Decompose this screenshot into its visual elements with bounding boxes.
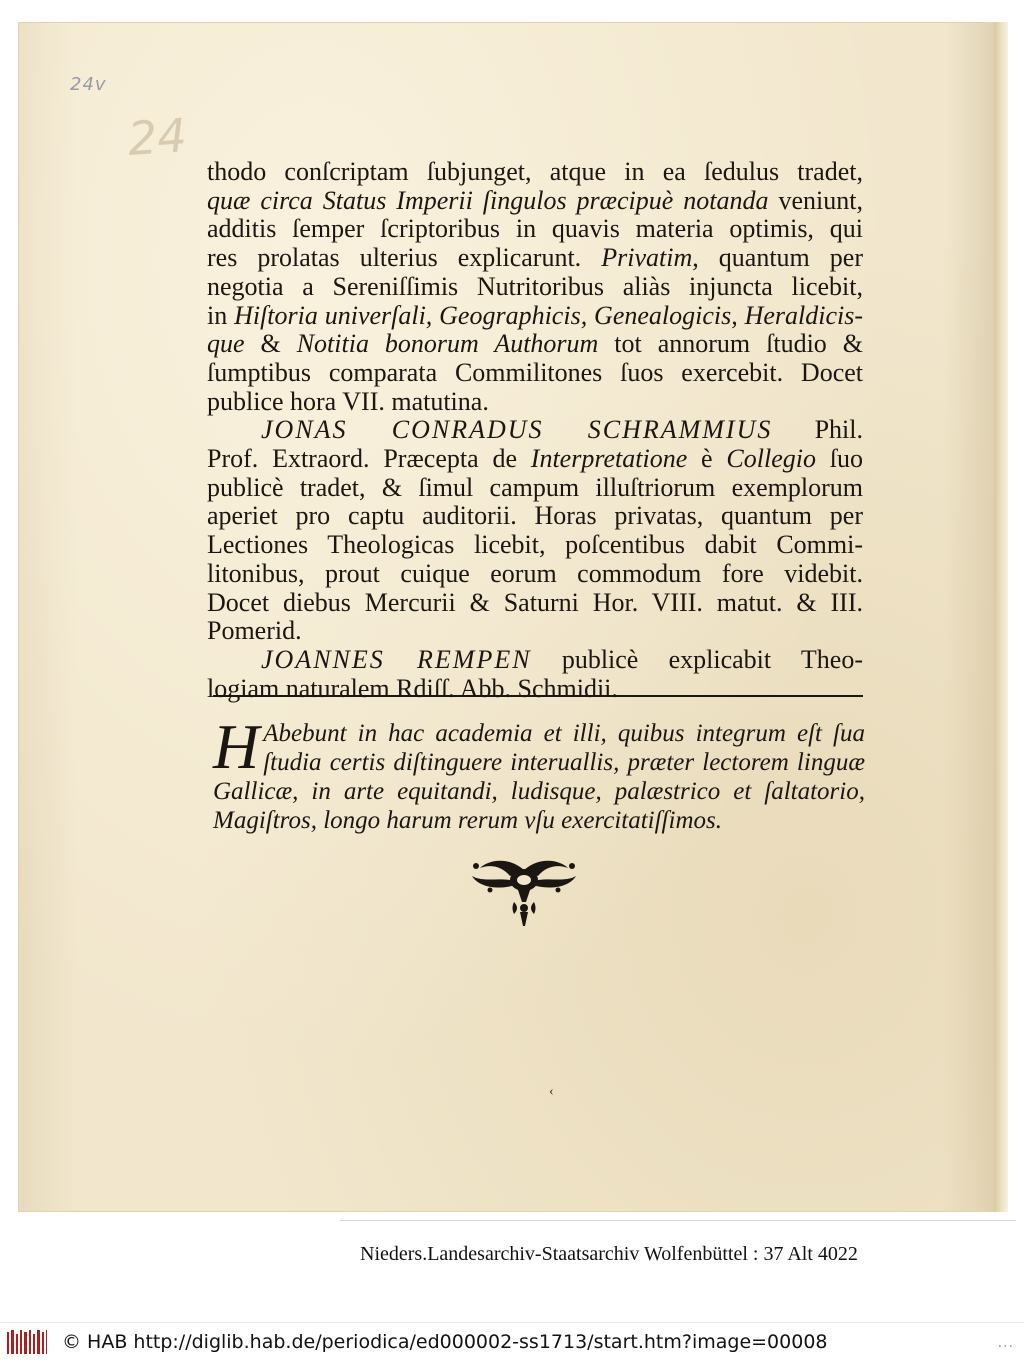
text-run: ſuo xyxy=(815,444,863,474)
text-run: Interpretatione xyxy=(530,444,688,474)
text-run: thodo conſcriptam ſubjunget, atque in ea ſedulus tradet, xyxy=(207,157,863,186)
body-line xyxy=(207,589,863,618)
professor-name: JONAS CONRADUS SCHRAMMIUS xyxy=(261,415,773,445)
copyright-link[interactable]: © HAB http://diglib.hab.de/periodica/ed000002-ss1713/start.htm?image=00008 xyxy=(62,1331,828,1353)
text-run: tot annorum ſtudio & xyxy=(598,329,863,359)
body-line xyxy=(207,158,863,187)
pencil-folio-note: 24v xyxy=(70,74,107,95)
text-run: negotia a Sereniſſimis Nutritoribus aliàs injuncta licebit, xyxy=(207,271,863,301)
text-run: Docet diebus Mercurii & Saturni Hor. VIII. matut. & III. xyxy=(207,587,863,617)
page-edge xyxy=(994,22,1008,1212)
text-run: additis ſemper ſcriptoribus in quavis materia optimis, qui xyxy=(207,214,863,244)
body-line xyxy=(207,273,863,302)
bottom-mark: ‹ xyxy=(549,1084,554,1099)
body-line xyxy=(207,560,863,589)
notice-paragraph xyxy=(213,711,865,835)
body-line xyxy=(207,302,863,331)
body-line xyxy=(207,388,863,417)
text-run: Phil. xyxy=(772,415,863,445)
text-run: Collegio xyxy=(726,444,816,474)
body-line xyxy=(207,445,863,474)
text-run: Notitia bonorum Authorum xyxy=(296,329,599,359)
printer-ornament-icon xyxy=(468,854,580,934)
text-run: veniunt, xyxy=(768,185,863,215)
notice-line: Gallicæ, in arte equitandi, ludisque, palæstrico et ſaltatorio, xyxy=(213,778,865,805)
text-run: Privatim xyxy=(601,243,693,273)
viewer-footer xyxy=(0,1322,1024,1362)
text-run: Prof. Extraord. Præcepta de xyxy=(207,444,531,474)
professor-name: JOANNES REMPEN xyxy=(261,644,532,674)
hab-logo-icon[interactable] xyxy=(6,1329,48,1356)
text-run: publicè tradet, & ſimul campum illuſtriorum exemplorum xyxy=(207,472,863,502)
body-line xyxy=(207,330,863,359)
body-line xyxy=(207,474,863,503)
text-run: litonibus, prout cuique eorum commodum fore videbit. xyxy=(207,558,863,588)
text-run: quæ circa Status Imperii ſingulos præcipuè notanda xyxy=(207,185,769,215)
text-run: ſumptibus comparata Commilitones ſuos exercebit. Docet xyxy=(207,357,863,387)
body-line xyxy=(207,359,863,388)
body-line xyxy=(207,617,863,646)
text-run: Pomerid. xyxy=(207,616,302,646)
body-line xyxy=(207,416,863,445)
body-line xyxy=(207,244,863,273)
text-run: que xyxy=(207,329,245,359)
more-options-icon[interactable]: ... xyxy=(997,1335,1014,1351)
text-run: , quantum per xyxy=(692,243,864,273)
text-run: è xyxy=(687,444,727,474)
body-line xyxy=(207,646,863,675)
body-line xyxy=(207,502,863,531)
text-run: Lectiones Theologicas licebit, poſcentibus dabit Commi- xyxy=(207,530,863,560)
text-run: in xyxy=(207,300,235,330)
archive-signature: Nieders.Landesarchiv-Staatsarchiv Wolfenbüttel : 37 Alt 4022 xyxy=(360,1243,858,1265)
text-run: publice hora VII. matutina. xyxy=(207,386,489,416)
body-line xyxy=(207,531,863,560)
text-run: aperiet pro captu auditorii. Horas privatas, quantum per xyxy=(207,501,863,531)
page-number: 24 xyxy=(126,108,189,166)
notice-line: Magiſtros, longo harum rerum vſu exercitatiſſimos. xyxy=(213,807,722,834)
section-divider xyxy=(213,695,863,697)
body-line xyxy=(207,187,863,216)
notice-line: Abebunt in hac academia et illi, quibus integrum eſt ſua xyxy=(263,720,865,747)
body-line xyxy=(207,675,863,704)
dropcap-letter: H xyxy=(213,711,260,782)
body-line xyxy=(207,215,863,244)
text-run: Hiſtoria univerſali, Geographicis, Genealogicis, Heraldicis- xyxy=(234,300,863,330)
text-run: & xyxy=(244,329,297,359)
text-run: res prolatas ulterius explicarunt. xyxy=(207,243,602,273)
body-text xyxy=(207,158,863,703)
text-run: logiam naturalem Rdiſſ. Abb. Schmidii. xyxy=(207,673,618,703)
notice-line: ſtudia certis diſtinguere interuallis, præter lectorem linguæ xyxy=(263,749,865,776)
text-run: publicè explicabit Theo- xyxy=(531,644,863,674)
